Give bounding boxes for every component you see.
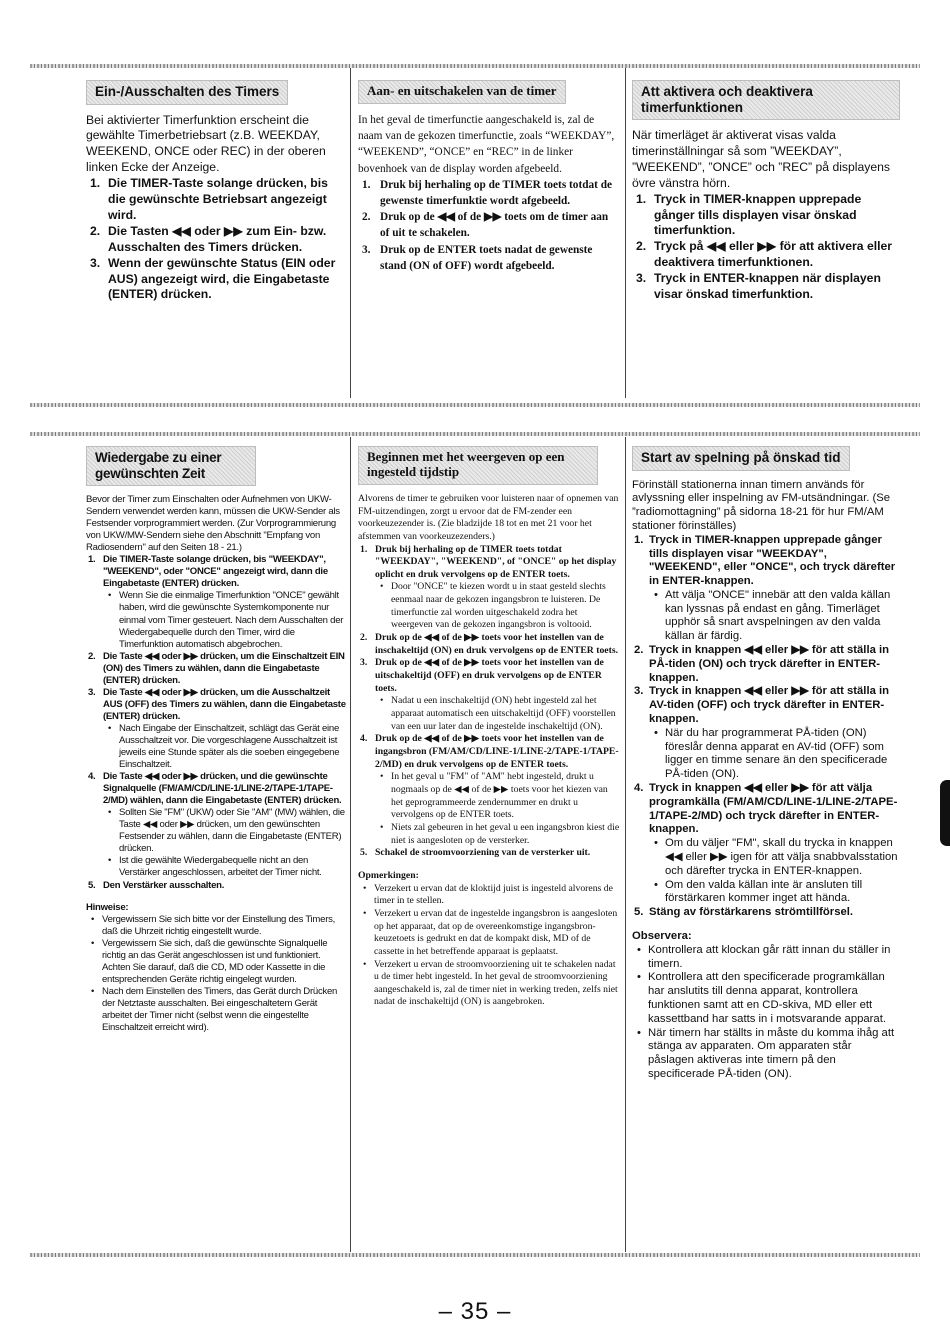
section-timer-onoff-nl [358, 80, 620, 400]
step-bullets [103, 807, 346, 879]
step-bullets [649, 727, 900, 782]
step-text: Druk op de ◀◀ of de ▶▶ toets om de timer aan of uit te schakelen. [380, 211, 609, 240]
section-intro: Förinställ stationerna innan timern används för avlyssning eller inspelning av FM-utsändningar. (Se ”radiomottagning” på sidorna 18-21 för hur FM/AM stationer förinställes) [632, 478, 891, 532]
step-number: 1. [636, 191, 647, 206]
step-number: 4. [88, 771, 96, 783]
step-text: Schakel de stroomvoorziening van de versterker uit. [375, 847, 591, 859]
top-rule [30, 64, 920, 68]
step-text: Tryck in knappen ◀◀ eller ▶▶ för att välja programkälla (FM/AM/CD/LINE-1/LINE-2/TAPE-1/TAPE-2/MD) och tryck därefter in ENTER-knappen. [649, 782, 898, 836]
step-number: 4. [360, 733, 368, 745]
note-item: • Kontrollera att den specificerade programkällan har anslutits till denna apparat, kontrollera funktionen samt att en CD-skiva, MD eller ett kassettband har satts in i motsvarande apparat. [632, 971, 900, 1026]
bullet-item: • Nadat u een inschakeltijd (ON) hebt ingesteld zal het apparaat automatisch een uitschakeltijd (OFF) voorstellen van een uur later dan de ingestelde inschakeltijd (ON). [375, 695, 620, 733]
page-number: – 35 – [438, 1298, 512, 1325]
step-number: 2. [634, 644, 644, 657]
bullet-item: • In het geval u "FM" of "AM" hebt ingesteld, drukt u nogmaals op de ◀◀ of de ▶▶ toets voor het kiezen van het geprogrammeerde zendernummer en drukt u vervolgens op de ENTER toets. [375, 771, 620, 822]
bullet-item: • Att välja "ONCE" innebär att den valda källan kan lyssnas på endast en gång. Timerläget upphör så snart avspelningen av den valda källan är färdig. [649, 589, 900, 644]
step-text: Den Verstärker ausschalten. [103, 879, 225, 891]
step-item [86, 176, 344, 224]
step-item [632, 534, 900, 644]
step-number: 1. [360, 543, 368, 555]
section-timer-onoff-sv [632, 80, 900, 400]
step-item [86, 554, 346, 650]
step-number: 2. [636, 239, 647, 254]
step-number: 2. [88, 650, 96, 662]
column-divider [350, 437, 351, 1252]
page-edge-tab [940, 780, 950, 846]
step-number: 2. [362, 211, 371, 224]
notes-title: Opmerkingen: [358, 869, 419, 881]
section-title: Aan- en uitschakelen van de timer [358, 80, 566, 104]
step-number: 3. [90, 255, 101, 270]
bullet-item: • Nach Eingabe der Einschaltzeit, schlägt das Gerät eine Ausschaltzeit vor. Die vorgeschlagene Ausschaltzeit ist jeweils eine Stunde später als die soeben eingegebene Einschaltzeit. [103, 723, 346, 771]
steps-list [86, 554, 346, 891]
note-item: • Verzekert u ervan dat de ingestelde ingangsbron is aangesloten op het apparaat, dat op de overeenkomstige ingangsbron-keuzetoets is gedrukt en dat de kompakt disk, MD of de cassette in het betreffende apparaat is geplaatst. [358, 908, 620, 959]
bullet-item: • Om du väljer "FM", skall du trycka in knappen ◀◀ eller ▶▶ igen för att välja snabbvalsstation och därefter trycka in ENTER-knappen. [649, 837, 900, 878]
note-item: • När timern har ställts in måste du komma ihåg att stänga av apparaten. Om apparaten står påslagen aktiveras inte timern på den specificerade PÅ-tiden (ON). [632, 1027, 900, 1082]
step-text: Tryck in TIMER-knappen upprepade gånger tills displayen visar "WEEKDAY", "WEEKEND", eller "ONCE", och tryck därefter in ENTER-knappen. [649, 533, 896, 588]
notes-title: Hinweise: [86, 901, 129, 913]
steps-list [358, 544, 620, 860]
step-item [86, 687, 346, 771]
step-number: 3. [362, 243, 371, 256]
step-text: Die TIMER-Taste solange drücken, bis die gewünschte Betriebsart angezeigt wird. [108, 176, 328, 222]
step-text: Druk op de ◀◀ of de ▶▶ toets voor het instellen van de inschakeltijd (ON) en druk vervolgens op de ENTER toets. [375, 632, 619, 656]
step-item [358, 632, 620, 657]
notes-list [86, 914, 346, 1034]
step-item [86, 771, 346, 879]
section-timer-playback-nl [358, 446, 620, 1252]
column-divider [625, 437, 626, 1252]
section-intro: In het geval de timerfunctie aangeschakeld is, zal de naam van de gekozen timerfunctie, zoals “WEEKDAY”, “WEEKEND”, “ONCE” en “REC” in de linker bovenhoek van de display worden afgebeeld. [358, 113, 615, 175]
step-item [632, 192, 900, 240]
bullet-item: • Door "ONCE" te kiezen wordt u in staat gesteld slechts eenmaal naar de gekozen ingangsbron te luisteren. De timerfunctie zal worden uitgeschakeld zodra het weergeven van de gekozen ingangsbron is voltooid. [375, 581, 620, 632]
column-divider [625, 68, 626, 398]
step-item [358, 209, 620, 241]
step-text: Tryck på ◀◀ eller ▶▶ för att aktivera eller deaktivera timerfunktionen. [654, 239, 893, 270]
step-number: 1. [88, 554, 96, 566]
step-item [358, 657, 620, 733]
section-timer-onoff-de [86, 80, 344, 400]
step-number: 2. [360, 632, 368, 644]
step-text: Die Taste ◀◀ oder ▶▶ drücken, um die Ausschaltzeit AUS (OFF) des Timers zu wählen, dann die Eingabetaste (ENTER) drücken. [103, 686, 346, 722]
step-number: 3. [360, 657, 368, 669]
step-bullets [649, 837, 900, 906]
section-title: Wiedergabe zu einer gewünschten Zeit [86, 446, 256, 486]
step-item [358, 242, 620, 274]
column-divider [350, 68, 351, 398]
steps-list [358, 177, 620, 274]
step-text: Tryck in TIMER-knappen upprepade gånger tills displayen visar önskad timerfunktion. [654, 191, 862, 238]
note-item: • Verzekert u ervan dat de kloktijd juist is ingesteld alvorens de timer in te stellen. [358, 883, 620, 908]
step-number: 2. [90, 223, 101, 238]
step-text: Die TIMER-Taste solange drücken, bis "WEEKDAY", "WEEKEND", oder "ONCE" angezeigt wird, dann die Eingabetaste (ENTER) drücken. [103, 554, 328, 590]
step-item [86, 651, 346, 687]
step-item [358, 733, 620, 847]
step-number: 5. [634, 906, 644, 919]
bullet-item: • Sollten Sie "FM" (UKW) oder Sie "AM" (MW) wählen, die Taste ◀◀ oder ▶▶ drücken, um den gewünschten Festsender zu wählen, dann die Eingabetaste (ENTER) drücken. [103, 807, 346, 855]
bottom-rule [30, 1253, 920, 1257]
step-number: 1. [362, 178, 371, 191]
section-intro: Bei aktivierter Timerfunktion erscheint die gewählte Timerbetriebsart (z.B. WEEKDAY, WEEKEND, ONCE oder REC) in der oberen linken Ecke der Anzeige. [86, 112, 326, 175]
middle-rule-bottom [30, 432, 920, 436]
step-number: 5. [88, 879, 96, 891]
step-item [632, 685, 900, 782]
steps-list [632, 192, 900, 303]
step-item [86, 880, 346, 892]
step-item [632, 644, 900, 685]
step-text: Druk bij herhaling op de TIMER toets totdat de gewenste timerfunktie wordt afgebeeld. [380, 178, 613, 207]
step-text: Die Taste ◀◀ oder ▶▶ drücken, um die Einschaltzeit EIN (ON) des Timers zu wählen, dann die Eingabetaste (ENTER) drücken. [103, 650, 345, 686]
note-item: • Verzekert u ervan de stroomvoorziening uit te schakelen nadat u de timer hebt ingesteld. In het geval de stroomvoorziening aangeschakeld is, zal de timer niet in werking treden, zelfs niet nadat de inschakeltijd (ON) is aangebroken. [358, 959, 620, 1010]
step-item [632, 271, 900, 303]
step-bullets [103, 590, 346, 650]
step-bullets [375, 695, 620, 733]
bullet-item: • Niets zal gebeuren in het geval u een ingangsbron kiest die niet is aangesloten op de versterker. [375, 822, 620, 847]
step-bullets [103, 723, 346, 771]
step-text: Druk bij herhaling op de TIMER toets totdat "WEEKDAY", "WEEKEND", of "ONCE" op het display oplicht en druk vervolgens op de ENTER toets. [375, 543, 617, 580]
step-item [358, 544, 620, 633]
step-text: Druk op de ENTER toets nadat de gewenste stand (ON of OFF) wordt afgebeeld. [380, 243, 593, 272]
middle-rule-top [30, 403, 920, 407]
section-timer-playback-de [86, 446, 346, 1252]
step-text: Tryck in ENTER-knappen när displayen visar önskad timerfunktion. [654, 271, 881, 302]
section-title: Ein-/Ausschalten des Timers [86, 80, 288, 105]
step-number: 3. [634, 685, 644, 698]
step-text: Die Taste ◀◀ oder ▶▶ drücken, und die gewünschte Signalquelle (FM/AM/CD/LINE-1/LINE-2/TAPE-1/TAPE-2/MD) wählen, dann die Eingabetaste (ENTER) drücken. [103, 771, 342, 807]
step-bullets [375, 581, 620, 632]
bullet-item: • När du har programmerat PÅ-tiden (ON) föreslår denna apparat en AV-tid (OFF) som ligger en timme senare än den specificerade PÅ-tiden (ON). [649, 727, 900, 782]
step-item [358, 177, 620, 209]
step-item [358, 847, 620, 860]
bullet-item: • Wenn Sie die einmalige Timerfunktion "ONCE" gewählt haben, wird die gewünschte Systemkomponente nur einmal vom Timer gesteuert. Nach dem Ausschalten der Wiedergabequelle durch den Timer, wird die Timerfunktion automatisch abgebrochen. [103, 590, 346, 650]
step-text: Tryck in knappen ◀◀ eller ▶▶ för att ställa in PÅ-tiden (ON) och tryck därefter in ENTER-knappen. [649, 644, 890, 684]
step-number: 1. [634, 533, 644, 546]
note-item: • Vergewissern Sie sich, daß die gewünschte Signalquelle richtig an das Gerät angeschlossen ist und funktioniert. Achten Sie darauf, daß die CD, MD oder Kassette in die entsprechenden Geräte richtig eingelegt wurden. [86, 938, 346, 986]
note-item: • Kontrollera att klockan går rätt innan du ställer in timern. [632, 944, 900, 972]
section-title: Att aktivera och deaktivera timerfunktionen [632, 80, 900, 120]
step-item [632, 782, 900, 906]
step-number: 4. [634, 782, 644, 795]
notes-list [632, 944, 900, 1082]
section-title: Start av spelning på önskad tid [632, 446, 850, 471]
bullet-item: • Om den valda källan inte är ansluten till förstärkaren kommer inget att hända. [649, 879, 900, 907]
steps-list [632, 534, 900, 920]
note-item: • Vergewissern Sie sich bitte vor der Einstellung des Timers, daß die Uhrzeit richtig eingestellt wurde. [86, 914, 346, 938]
section-intro: Alvorens de timer te gebruiken voor luisteren naar of opnemen van FM-uitzendingen, zorgt u ervoor dat de FM-zender een voorkeuzezender is. (Zie bladzijde 18 tot en met 21 voor het afstemmen van voorkeuzezenders.) [358, 492, 619, 542]
section-title: Beginnen met het weergeven op een ingesteld tijdstip [358, 446, 598, 485]
note-item: • Nach dem Einstellen des Timers, das Gerät durch Drücken der Netztaste ausschalten. Bei eingeschaltetem Gerät arbeitet der Timer nicht (selbst wenn die eingestellte Einschaltzeit erreicht wird). [86, 986, 346, 1034]
step-bullets [649, 589, 900, 644]
step-text: Wenn der gewünschte Status (EIN oder AUS) angezeigt wird, die Eingabetaste (ENTER) drücken. [108, 255, 336, 302]
step-text: Tryck in knappen ◀◀ eller ▶▶ för att ställa in AV-tiden (OFF) och tryck därefter in ENTER-knappen. [649, 685, 890, 726]
notes-list [358, 883, 620, 1010]
step-item [632, 239, 900, 271]
step-number: 3. [636, 271, 647, 286]
step-item [632, 906, 900, 920]
step-bullets [375, 771, 620, 847]
step-number: 3. [88, 686, 96, 698]
step-item [86, 256, 344, 304]
section-timer-playback-sv [632, 446, 900, 1252]
step-text: Druk op de ◀◀ of de ▶▶ toets voor het instellen van de uitschakeltijd (OFF) en druk vervolgens op de ENTER toets. [375, 657, 604, 694]
steps-list [86, 176, 344, 303]
step-text: Die Tasten ◀◀ oder ▶▶ zum Ein- bzw. Ausschalten des Timers drücken. [108, 223, 327, 254]
section-intro: Bevor der Timer zum Einschalten oder Aufnehmen von UKW-Sendern verwendet werden kann, müssen die UKW-Sender als Festsender vorprogrammiert werden. (Zur Vorprogrammierung von UKW/MW-Sendern siehe den Abschnitt "Empfang von Radiosendern" auf den Seiten 18 - 21.) [86, 494, 340, 554]
step-text: Druk op de ◀◀ of de ▶▶ toets voor het instellen van de ingangsbron (FM/AM/CD/LINE-1/LINE-2/TAPE-1/TAPE-2/MD) en druk vervolgens op de ENTER toets. [375, 733, 619, 770]
step-text: Stäng av förstärkarens strömtillförsel. [649, 906, 854, 919]
step-number: 5. [360, 847, 368, 859]
step-number: 1. [90, 176, 101, 191]
notes-title: Observera: [632, 930, 692, 943]
step-item [86, 224, 344, 256]
bullet-item: • Ist die gewählte Wiedergabequelle nicht an den Verstärker angeschlossen, arbeitet der Timer nicht. [103, 855, 346, 879]
section-intro: När timerläget är aktiverat visas valda timerinställningar så som ”WEEKDAY”, ”WEEKEND”, ”ONCE” och ”REC” på displayens övre vänstra hörn. [632, 128, 891, 190]
